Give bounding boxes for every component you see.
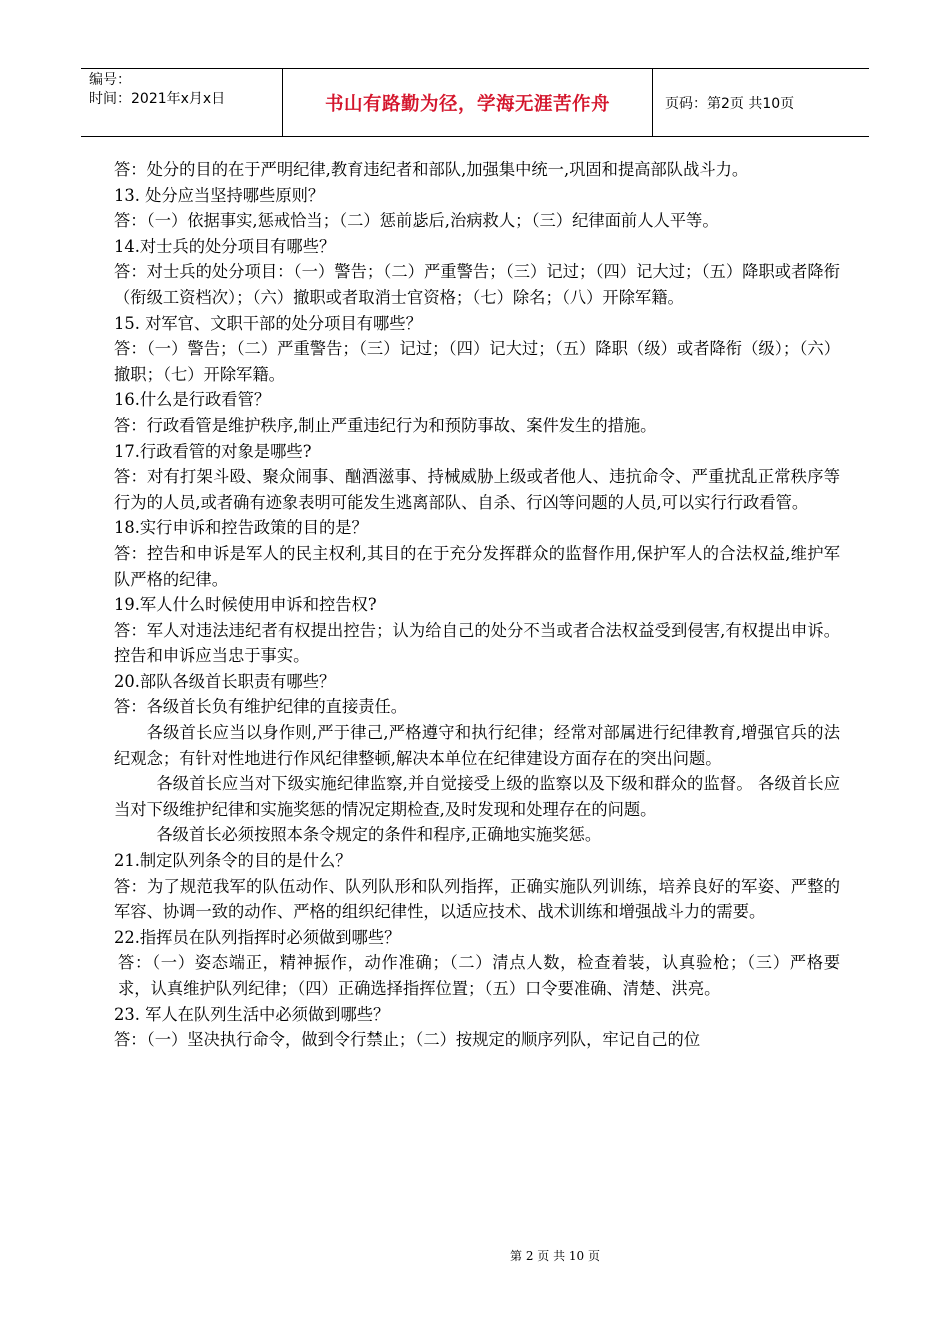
page-footer (0, 1247, 950, 1264)
answer-20-detail-3: 各级首长必须按照本条令规定的条件和程序,正确地实施奖惩。 (156, 825, 602, 845)
answer-13: 答：（一）依据事实,惩戒恰当；（二）惩前毖后,治病救人；（三）纪律面前人人平等。 (114, 211, 719, 231)
answer-16: 答：行政看管是维护秩序,制止严重违纪行为和预防事故、案件发生的措施。 (114, 415, 657, 435)
answer-18: 答：控告和申诉是军人的民主权利,其目的在于充分发挥群众的监督作用,保护军人的合法权益,维护军队严格的纪律。 (114, 543, 840, 589)
answer-12: 答：处分的目的在于严明纪律,教育违纪者和部队,加强集中统一,巩固和提高部队战斗力。 (114, 160, 749, 179)
header-motto: 书山有路勤为径，学海无涯苦作舟 (324, 93, 610, 115)
question-18: 18.实行申诉和控告政策的目的是？ (114, 518, 368, 538)
document-body (114, 157, 840, 1053)
question-13: 13. 处分应当坚持哪些原则？ (114, 185, 325, 205)
answer-23: 答：（一）坚决执行命令，做到令行禁止；（二）按规定的顺序列队，牢记自己的位 (114, 1030, 701, 1050)
answer-17: 答：对有打架斗殴、聚众闹事、酗酒滋事、持械威胁上级或者他人、违抗命令、严重扰乱正常秩序等行为的人员,或者确有迹象表明可能发生逃离部队、自杀、行凶等问题的人员,可以实行行政看管。 (114, 467, 840, 512)
answer-20-detail-1: 各级首长应当以身作则,严于律己,严格遵守和执行纪律；经常对部属进行纪律教育,增强官兵的法纪观念；有针对性地进行作风纪律整顿,解决本单位在纪律建设方面存在的突出问题。 (114, 723, 840, 768)
header-info-cell (81, 69, 283, 136)
answer-21: 答：为了规范我军的队伍动作、队列队形和队列指挥，正确实施队列训练，培养良好的军姿、严整的军容、协调一致的动作、严格的组织纪律性，以适应技术、战术训练和增强战斗力的需要。 (114, 876, 840, 922)
footer-page-number: 第 2 页 共 10 页 (510, 1249, 600, 1263)
question-22: 22.指挥员在队列指挥时必须做到哪些？ (114, 927, 401, 947)
question-14: 14.对士兵的处分项目有哪些？ (114, 236, 336, 256)
page-header (81, 68, 869, 137)
question-15: 15. 对军官、文职干部的处分项目有哪些？ (114, 313, 422, 333)
answer-15: 答：（一）警告；（二）严重警告；（三）记过；（四）记大过；（五）降职（级）或者降衔（级）；（六）撤职；（七）开除军籍。 (114, 339, 840, 384)
question-17: 17.行政看管的对象是哪些? (114, 441, 312, 461)
question-21: 21.制定队列条令的目的是什么？ (114, 851, 352, 871)
document-number: 编号： (89, 72, 131, 88)
question-20: 20.部队各级首长职责有哪些？ (114, 671, 336, 691)
answer-20-detail-2: 各级首长应当对下级实施纪律监察,并自觉接受上级的监察以及下级和群众的监督。 各级首长应当对下级维护纪律和实施奖惩的情况定期检查,及时发现和处理存在的问题。 (114, 774, 840, 819)
answer-19: 答：军人对违法违纪者有权提出控告；认为给自己的处分不当或者合法权益受到侵害,有权提出申诉。控告和申诉应当忠于事实。 (114, 620, 840, 666)
question-16: 16.什么是行政看管？ (114, 390, 271, 410)
header-page-number: 页码：第2页 共10页 (665, 95, 795, 112)
header-page-cell (653, 69, 869, 136)
document-date: 时间：2021年x月x日 (89, 91, 226, 107)
answer-20: 答：各级首长负有维护纪律的直接责任。 (114, 697, 408, 717)
answer-14: 答：对士兵的处分项目：（一）警告；（二）严重警告；（三）记过；（四）记大过；（五）降职或者降衔（衔级工资档次）；（六）撤职或者取消士官资格；（七）除名；（八）开除军籍。 (114, 262, 840, 307)
question-23: 23. 军人在队列生活中必须做到哪些？ (114, 1004, 390, 1024)
header-motto-cell (283, 69, 653, 136)
question-19: 19.军人什么时候使用申诉和控告权? (114, 595, 377, 615)
answer-22: 答：（一）姿态端正，精神振作，动作准确；（二）清点人数，检查着装，认真验枪；（三）严格要求，认真维护队列纪律；（四）正确选择指挥位置；（五）口令要准确、清楚、洪亮。 (118, 953, 840, 998)
